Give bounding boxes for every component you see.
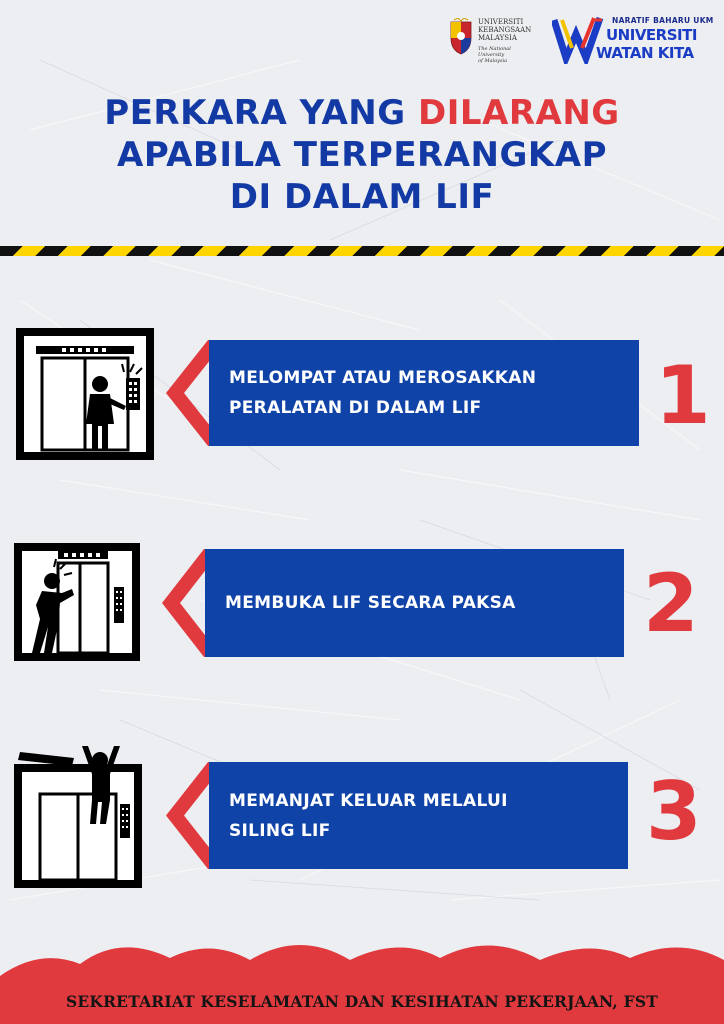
item-text-line: SILING LIF (229, 820, 331, 841)
ukm-name-line: UNIVERSITI (478, 18, 524, 26)
item-text-line: MEMBUKA LIF SECARA PAKSA (225, 593, 516, 613)
ukm-name-line: MALAYSIA (478, 34, 517, 42)
item-text-line: MELOMPAT ATAU MEROSAKKAN (229, 368, 537, 388)
ukm-subtitle-line: The National University (478, 46, 511, 58)
item-2-box (205, 549, 624, 657)
person-pressing-lift-button-icon (16, 328, 154, 460)
uwk-tagline: NARATIF BAHARU UKM (612, 16, 714, 25)
title-highlight: DILARANG (417, 93, 620, 133)
title-line2: APABILA TERPERANGKAP (117, 135, 607, 175)
ukm-name-line: KEBANGSAAN (478, 26, 532, 34)
universiti-watan-kita-logo (552, 14, 714, 64)
footer-text: SEKRETARIAT KESELAMATAN DAN KESIHATAN PEKERJAAN, FST (66, 992, 658, 1011)
item-1-box (209, 340, 639, 446)
ukm-logo (448, 16, 538, 64)
person-climbing-through-ceiling-icon (14, 744, 142, 888)
uwk-line2: WATAN KITA (596, 44, 694, 62)
title-line3: DI DALAM LIF (229, 177, 495, 217)
ukm-subtitle-line: of Malaysia (478, 58, 508, 64)
item-number: 1 (655, 349, 711, 442)
item-3-box (209, 762, 628, 869)
person-forcing-lift-door-icon (14, 543, 140, 661)
hazard-stripe (0, 246, 724, 256)
title-prefix: PERKARA YANG (104, 93, 418, 133)
item-number: 3 (646, 765, 702, 858)
item-text-line: MEMANJAT KELUAR MELALUI (229, 790, 508, 811)
uwk-line1: UNIVERSITI (606, 26, 697, 44)
ukm-crest-icon (448, 18, 474, 56)
item-number: 2 (643, 557, 699, 650)
page-title (0, 92, 724, 218)
item-text-line: PERALATAN DI DALAM LIF (229, 398, 482, 418)
